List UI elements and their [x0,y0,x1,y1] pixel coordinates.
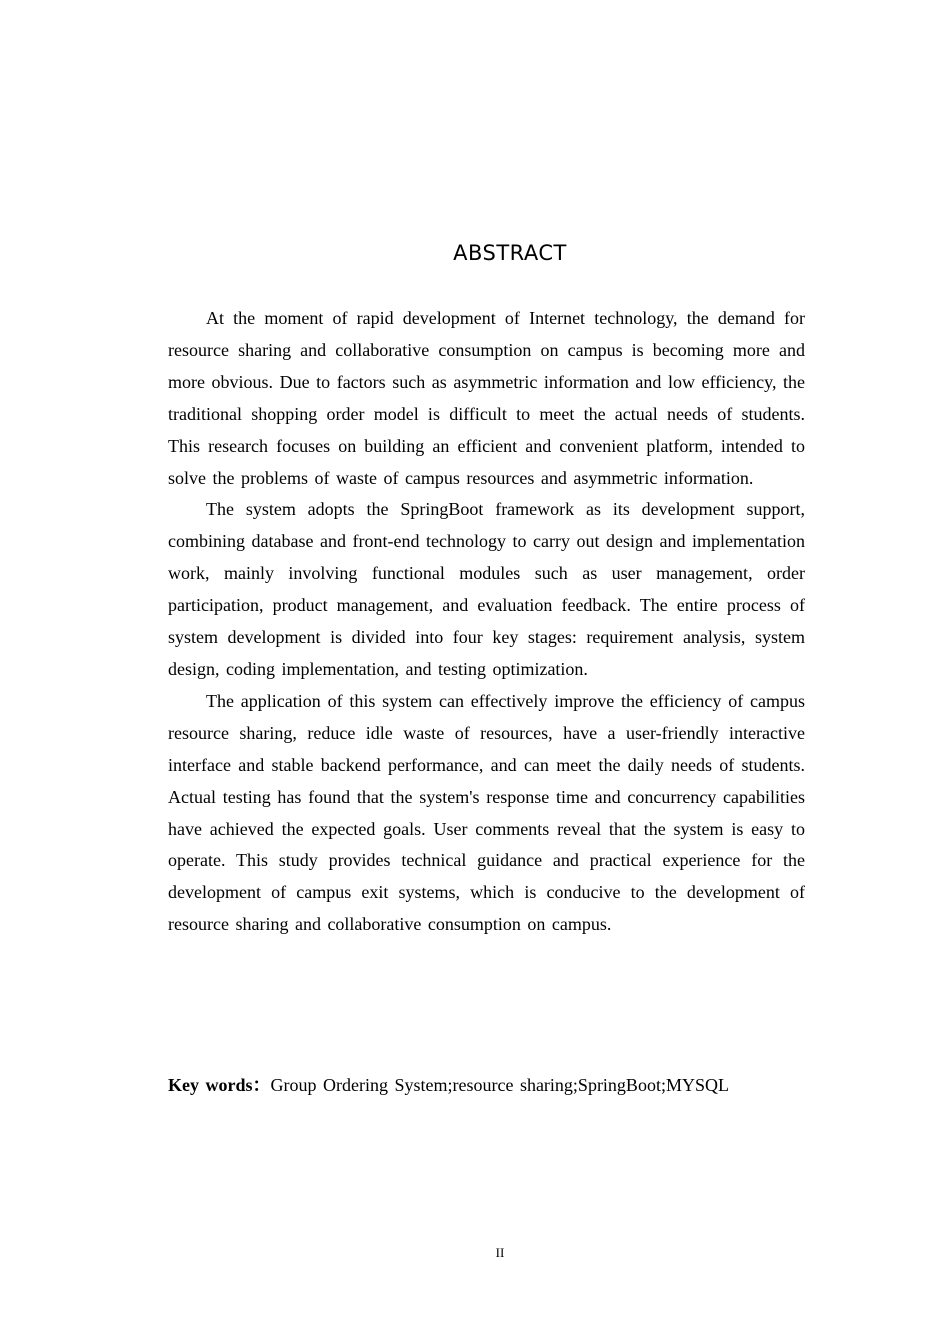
page-number: II [495,1245,505,1260]
keywords-value: Group Ordering System;resource sharing;SpringBoot;MYSQL [270,1075,729,1095]
abstract-body [168,303,805,941]
keywords-label: Key words： [168,1075,271,1095]
abstract-paragraph-2: The system adopts the SpringBoot framework as its development support, combining database and front-end technology to carry out design and implementation work, mainly involving functional modules such as user management, order participation, product management, and evaluation feedback. The entire process of system development is divided into four key stages: requirement analysis, system design, coding implementation, and testing optimization. [168,499,805,679]
abstract-paragraph-1: At the moment of rapid development of Internet technology, the demand for resource sharing and collaborative consumption on campus is becoming more and more obvious. Due to factors such as asymmetric information and low efficiency, the traditional shopping order model is difficult to meet the actual needs of students. This research focuses on building an efficient and convenient platform, intended to solve the problems of waste of campus resources and asymmetric information. [168,308,805,488]
abstract-title: ABSTRACT [453,241,567,265]
abstract-paragraph-3: The application of this system can effectively improve the efficiency of campus resource sharing, reduce idle waste of resources, have a user-friendly interactive interface and stable backend performance, and can meet the daily needs of students. Actual testing has found that the system's response time and concurrency capabilities have achieved the expected goals. User comments reveal that the system is easy to operate. This study provides technical guidance and practical experience for the development of campus exit systems, which is conducive to the development of resource sharing and collaborative consumption on campus. [168,690,805,935]
keywords-line [168,1069,828,1101]
